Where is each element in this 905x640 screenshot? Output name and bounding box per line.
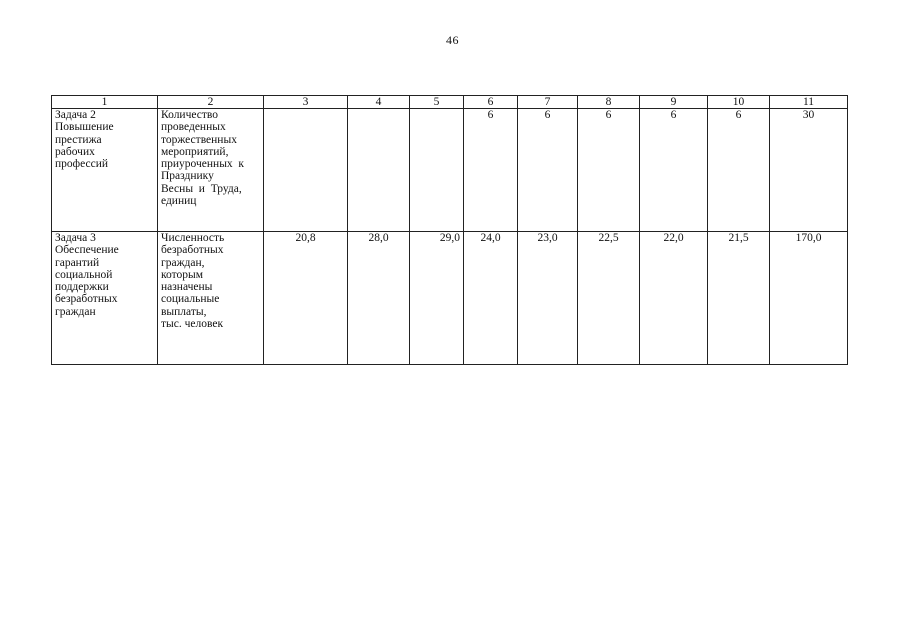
- column-number: 5: [410, 96, 464, 109]
- value-cell: 6: [518, 109, 578, 232]
- table-row-task-3: [52, 232, 848, 365]
- indicator-text: Весны и Труда,: [161, 182, 242, 195]
- value-cell: 22,5: [578, 232, 640, 365]
- column-number: 7: [518, 96, 578, 109]
- task-text: Задача 2: [55, 109, 96, 121]
- indicator-text: торжественных: [161, 133, 237, 146]
- column-number: 1: [52, 96, 158, 109]
- column-number: 11: [770, 96, 848, 109]
- indicator-text: Празднику: [161, 170, 214, 183]
- task-cell: [52, 109, 158, 232]
- task-text: профессий: [55, 158, 109, 171]
- indicator-text: Количество: [161, 109, 218, 121]
- indicator-text: тыс. человек: [161, 318, 224, 331]
- task-text: Повышение: [55, 121, 114, 134]
- column-number: 6: [464, 96, 518, 109]
- task-text: Задача 3: [55, 232, 96, 244]
- value-cell: 28,0: [348, 232, 410, 365]
- value-cell: 6: [464, 109, 518, 232]
- value-cell: 30: [770, 109, 848, 232]
- value-cell: [410, 109, 464, 232]
- value-cell: 20,8: [264, 232, 348, 365]
- task-text: граждан: [55, 305, 96, 318]
- task-text: социальной: [55, 268, 113, 281]
- indicators-table: [51, 95, 848, 365]
- column-number: 10: [708, 96, 770, 109]
- task-text: Обеспечение: [55, 244, 119, 257]
- value-cell: 6: [708, 109, 770, 232]
- task-cell: [52, 232, 158, 365]
- indicator-text: приуроченных к: [161, 158, 245, 171]
- indicator-text: назначены: [161, 281, 213, 294]
- column-number: 4: [348, 96, 410, 109]
- value-cell: 23,0: [518, 232, 578, 365]
- column-number-row: [52, 96, 848, 109]
- indicator-text: безработных: [161, 244, 224, 257]
- indicator-cell: [158, 232, 264, 365]
- column-number: 2: [158, 96, 264, 109]
- value-cell: 22,0: [640, 232, 708, 365]
- indicator-text: единиц: [161, 195, 197, 208]
- task-text: поддержки: [55, 281, 109, 294]
- indicator-cell: [158, 109, 264, 232]
- value-cell: [348, 109, 410, 232]
- value-cell: 21,5: [708, 232, 770, 365]
- task-text: безработных: [55, 293, 118, 306]
- value-cell: 24,0: [464, 232, 518, 365]
- column-number: 3: [264, 96, 348, 109]
- indicator-text: Численность: [161, 232, 225, 244]
- value-cell: 29,0: [410, 232, 464, 365]
- value-cell: 6: [578, 109, 640, 232]
- indicator-text: проведенных: [161, 121, 226, 134]
- column-number: 9: [640, 96, 708, 109]
- indicator-text: мероприятий,: [161, 145, 229, 158]
- indicator-text: социальные: [161, 293, 220, 306]
- task-text: гарантий: [55, 256, 100, 269]
- task-text: престижа: [55, 133, 102, 146]
- indicator-text: граждан,: [161, 256, 205, 269]
- indicator-text: выплаты,: [161, 305, 207, 318]
- task-text: рабочих: [55, 145, 95, 158]
- value-cell: 170,0: [770, 232, 848, 365]
- indicator-text: которым: [161, 268, 203, 281]
- page-number: 46: [446, 33, 459, 47]
- value-cell: 6: [640, 109, 708, 232]
- table-row-task-2: [52, 109, 848, 232]
- value-cell: [264, 109, 348, 232]
- column-number: 8: [578, 96, 640, 109]
